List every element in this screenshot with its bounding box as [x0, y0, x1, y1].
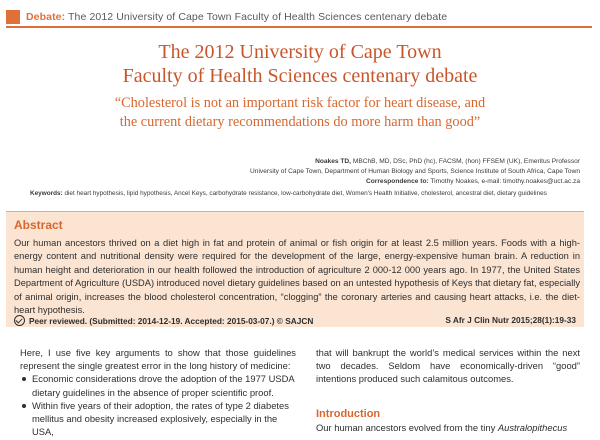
introduction-italic-term: Australopithecus	[497, 421, 568, 433]
author-block	[100, 157, 580, 187]
body-column-right	[316, 346, 580, 434]
body-intro-paragraph: Here, I use five key arguments to show that those guidelines represent the single greatest error in the long history of medicine:	[20, 347, 296, 372]
keywords-line	[30, 189, 580, 199]
abstract-heading: Abstract	[14, 218, 63, 232]
body-continuation-paragraph: that will bankrupt the world’s medical services within the next two decades. Seldom have economically-driven “good” intentions produced such calamitous outcomes.	[316, 347, 580, 385]
peer-review-text: Peer reviewed. (Submitted: 2014-12-19. Accepted: 2015-03-07.) © SAJCN	[29, 315, 314, 326]
introduction-text: Our human ancestors evolved from the tiny	[316, 421, 498, 433]
body-column-left	[20, 346, 296, 438]
argument-list-item: Economic considerations drove the adoption of the 1977 USDA dietary guidelines in the absence of proper scientific proof.	[20, 372, 296, 398]
header-title: The 2012 University of Cape Town Faculty of Health Sciences centenary debate	[65, 11, 448, 23]
author-name: Noakes TD,	[315, 158, 351, 165]
debate-header-bar	[6, 8, 592, 28]
header-text	[26, 11, 447, 23]
introduction-heading: Introduction	[316, 407, 381, 420]
keywords-label: Keywords:	[30, 190, 63, 197]
author-affiliation: University of Cape Town, Department of Human Biology and Sports, Science Institute of South Africa, Cape Town	[250, 168, 580, 175]
argument-list-item: Within five years of their adoption, the rates of type 2 diabetes mellitus and obesity increased explosively, especially in the USA,	[20, 399, 296, 439]
argument-list	[20, 372, 296, 438]
author-line	[100, 157, 580, 167]
title-line-1: The 2012 University of Cape Town	[158, 41, 442, 63]
header-marker-square	[6, 10, 20, 24]
article-title-block	[20, 40, 580, 132]
abstract-body: Our human ancestors thrived on a diet high in fat and protein of animal or fish origin for at least 2.5 million years. Foods with a high-energy content and nutritional density were required for the development of the large, energy-expensive human brain. A reduction in human height and deterioration in our health followed the introduction of agriculture 2 000-12 000 years ago. In 1977, the United States Department of Agriculture (USDA) introduced novel dietary guidelines based on an untested hypothesis of Keys that dietary fat, especially of animal origin, increases the blood cholesterol concentration, “clogging” the coronary arteries and causing heart attacks, i.e. the diet-heart hypothesis.	[14, 238, 580, 316]
journal-citation: S Afr J Clin Nutr 2015;28(1):19-33	[445, 315, 576, 325]
abstract-box	[6, 211, 584, 327]
header-label: Debate:	[26, 11, 66, 23]
author-credentials: MBChB, MD, DSc, PhD (hc), FACSM, (hon) FFSEM (UK), Emeritus Professor	[351, 158, 580, 165]
peer-review-line	[14, 315, 313, 326]
introduction-paragraph	[316, 421, 580, 434]
correspondence-label: Correspondence to:	[366, 178, 429, 185]
title-line-2: Faculty of Health Sciences centenary debate	[122, 65, 478, 87]
peer-reviewed-check-icon	[14, 315, 25, 326]
keywords-text: diet heart hypothesis, lipid hypothesis, Ancel Keys, carbohydrate resistance, low-carbohydrate diet, Women's Health Initiative, cholesterol, ancestral diet, dietary guidelines	[62, 190, 547, 197]
correspondence-line	[100, 177, 580, 187]
debate-motion-line-1: “Cholesterol is not an important risk factor for heart disease, and	[114, 95, 486, 111]
debate-motion-line-2: the current dietary recommendations do more harm than good”	[119, 114, 481, 130]
correspondence-email: Timothy Noakes, e-mail: timothy.noakes@uct.ac.za	[428, 178, 580, 185]
